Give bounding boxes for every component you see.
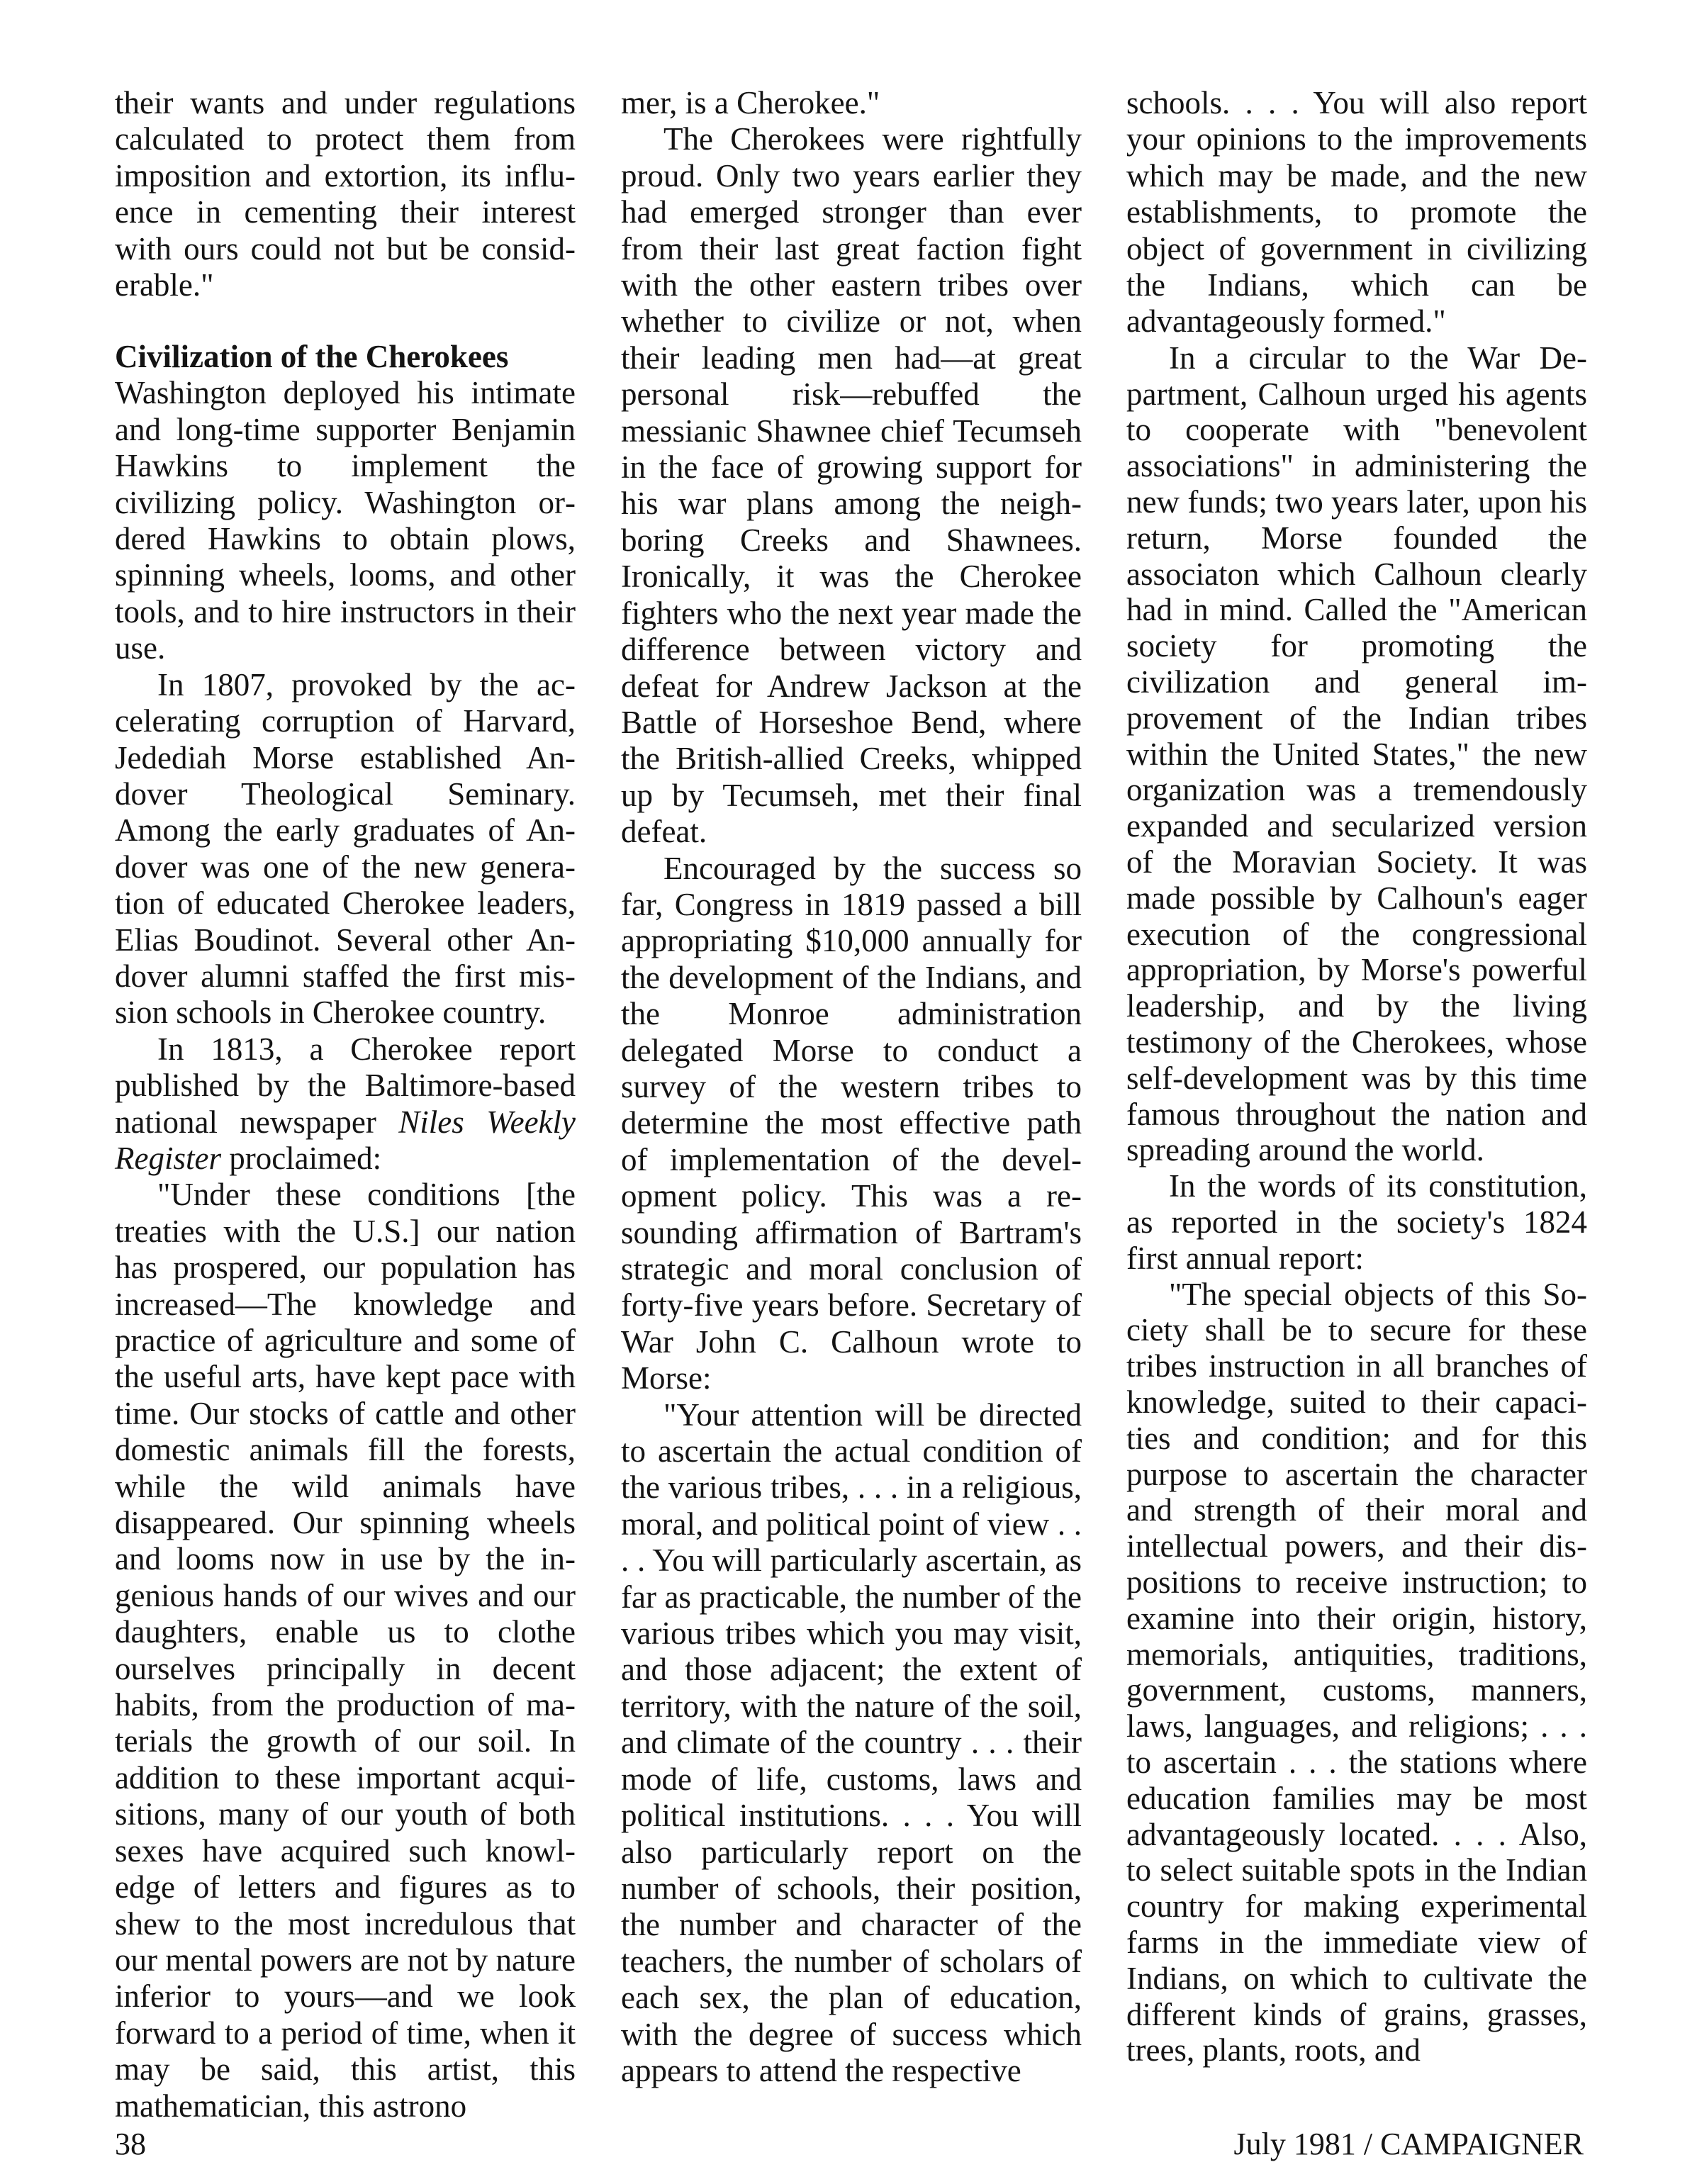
paragraph: their wants and under regulations calculated to protect them from imposition and extortion, its influence in cementing their interest with ours could not but be considerable." [115, 85, 576, 303]
quotation: schools. . . . You will also report your opinions to the improvements which may be made, and the new establishments, to promote the object of government in civilizing the Indians, which can be advantageously formed." [1126, 85, 1587, 340]
section-heading: Civilization of the Cherokees [115, 339, 509, 375]
paragraph-text: proclaimed: [220, 1140, 382, 1176]
column-2 [621, 85, 1082, 2089]
column-3 [1126, 85, 1587, 2068]
newspaper-title: Niles Weekly Register [115, 1104, 576, 1176]
quotation: "Your attention will be directed to ascertain the actual condition of the various tribes, . . . in a religious, moral, and political point of view . . . . You will particularly ascertain, as far as practicable, the number of the various tribes which you may visit, and those adjacent; the extent of territory, with the nature of the soil, and climate of the country . . . their mode of life, customs, laws and political institutions. . . . You will also particularly report on the number of schools, their position, the number and character of the teachers, the number of scholars of each sex, the plan of education, with the degree of success which appears to attend the respective [621, 1396, 1082, 2088]
running-footer: July 1981 / CAMPAIGNER [1233, 2127, 1584, 2161]
paragraph [115, 1031, 576, 1177]
paragraph: The Cherokees were rightfully proud. Only two years earlier they had emerged stronger than ever from their last great faction fight with the other eastern tribes over whether to civilize or not, when their leading men had—at great personal risk—rebuffed the messianic Shawnee chief Tecumseh in the face of growing support for his war plans among the neighboring Creeks and Shawnees. Ironically, it was the Cherokee fighters who the next year made the difference between victory and defeat for Andrew Jackson at the Battle of Horseshoe Bend, where the British-allied Creeks, whipped up by Tecumseh, met their final defeat. [621, 121, 1082, 850]
paragraph-text: In 1813, a Cherokee report published by the Baltimore-based national newspaper [115, 1031, 576, 1140]
quotation: "Under these conditions [the treaties with the U.S.] our nation has prospered, our population has increased—The knowledge and practice of agriculture and some of the useful arts, have kept pace with time. Our stocks of cattle and other domestic animals fill the forests, while the wild animals have disappeared. Our spinning wheels and looms now in use by the ingenious hands of our wives and our daughters, enable us to clothe ourselves principally in decent habits, from the production of materials the growth of our soil. In addition to these important acquisitions, many of our youth of both sexes have acquired such knowledge of letters and figures as to shew to the most incredulous that our mental powers are not by nature inferior to yours—and we look forward to a period of time, when it may be said, this artist, this mathematician, this astrono [115, 1177, 576, 2124]
paragraph: Washington deployed his intimate and long-time supporter Benjamin Hawkins to implement the civilizing policy. Washington ordered Hawkins to obtain plows, spinning wheels, looms, and other tools, and to hire instructors in their use. [115, 375, 576, 666]
paragraph: In a circular to the War Department, Calhoun urged his agents to cooperate with "benevolent associations" in administering the new funds; two years later, upon his return, Morse founded the associaton which Calhoun clearly had in mind. Called the "American society for promoting the civilization and general improvement of the Indian tribes within the United States," the new organization was a tremendously expanded and secularized version of the Moravian Society. It was made possible by Calhoun's eager execution of the congressional appropriation, by Morse's powerful leadership, and by the living testimony of the Cherokees, whose self-development was by this time famous throughout the nation and spreading around the world. [1126, 340, 1587, 1168]
column-1 [115, 85, 576, 2124]
paragraph: mer, is a Cherokee." [621, 85, 880, 121]
quotation: "The special objects of this Society shall be to secure for these tribes instruction in all branches of knowledge, suited to their capacities and condition; and for this purpose to ascertain the character and strength of their moral and intellectual powers, and their dispositions to receive instruction; to examine into their origin, history, memorials, antiquities, traditions, government, customs, manners, laws, languages, and religions; . . . to ascertain . . . the stations where education families may be most advantageously located. . . . Also, to select suitable spots in the Indian country for making experimental farms in the immediate view of Indians, on which to cultivate the different kinds of grains, grasses, trees, plants, roots, and [1126, 1276, 1587, 2068]
paragraph: Encouraged by the success so far, Congress in 1819 passed a bill appropriating $10,000 annually for the development of the Indians, and the Monroe administration delegated Morse to conduct a survey of the western tribes to determine the most effective path of implementation of the development policy. This was a resounding affirmation of Bartram's strategic and moral conclusion of forty-five years before. Secretary of War John C. Calhoun wrote to Morse: [621, 850, 1082, 1396]
paragraph: In the words of its constitution, as reported in the society's 1824 first annual report: [1126, 1168, 1587, 1276]
page-number: 38 [115, 2127, 146, 2161]
paragraph: In 1807, provoked by the accelerating corruption of Harvard, Jedediah Morse established Andover Theological Seminary. Among the early graduates of Andover was one of the new generation of educated Cherokee leaders, Elias Boudinot. Several other Andover alumni staffed the first mission schools in Cherokee country. [115, 666, 576, 1031]
